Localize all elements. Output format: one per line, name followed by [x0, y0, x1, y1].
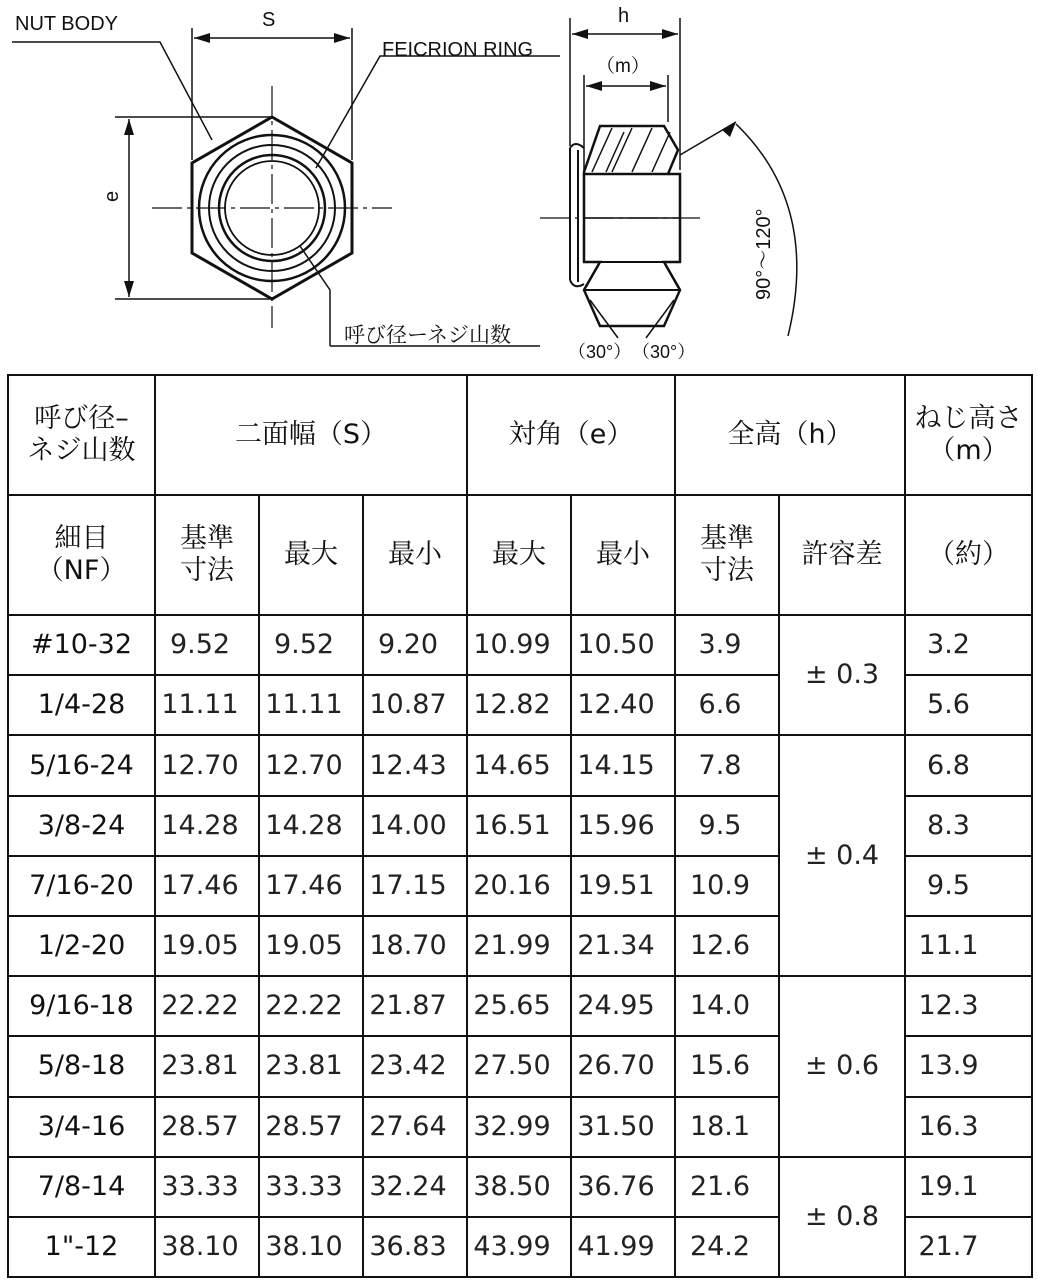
s-max-cell: 14.28: [259, 796, 363, 856]
s-standard-cell: 28.57: [155, 1097, 259, 1157]
s-min-cell: 17.15: [363, 856, 467, 916]
h-tolerance-header: 許容差: [779, 495, 905, 615]
e-max-cell: 32.99: [467, 1097, 571, 1157]
s-max-cell: 22.22: [259, 976, 363, 1036]
m-approx-cell: 8.3: [905, 796, 1032, 856]
s-max-cell: 12.70: [259, 735, 363, 795]
e-min-cell: 19.51: [571, 856, 675, 916]
s-standard-cell: 9.52: [155, 615, 259, 675]
s-standard-cell: 14.28: [155, 796, 259, 856]
angle-label: 90°～120°: [753, 208, 775, 300]
table-header-row: [8, 375, 1032, 495]
h-standard-cell: 3.9: [675, 615, 779, 675]
e-max-cell: 14.65: [467, 735, 571, 795]
e-min-header: 最小: [571, 495, 675, 615]
s-max-cell: 19.05: [259, 916, 363, 976]
e-min-cell: 36.76: [571, 1157, 675, 1217]
h-standard-header: 基準 寸法: [675, 495, 779, 615]
m-dimension: [584, 75, 668, 172]
e-min-cell: 26.70: [571, 1036, 675, 1096]
e-max-cell: 27.50: [467, 1036, 571, 1096]
s-max-cell: 9.52: [259, 615, 363, 675]
h-standard-cell: 21.6: [675, 1157, 779, 1217]
table-row: [8, 976, 1032, 1036]
h-standard-cell: 10.9: [675, 856, 779, 916]
total-height-header: 全高（h）: [675, 375, 905, 495]
s-max-cell: 28.57: [259, 1097, 363, 1157]
m-approx-cell: 19.1: [905, 1157, 1032, 1217]
s-standard-cell: 23.81: [155, 1036, 259, 1096]
h-standard-cell: 15.6: [675, 1036, 779, 1096]
nominal-size-cell: 5/16-24: [8, 735, 155, 795]
e-max-cell: 43.99: [467, 1217, 571, 1277]
s-min-cell: 21.87: [363, 976, 467, 1036]
table-row: [8, 615, 1032, 675]
s-label: S: [262, 9, 276, 31]
nominal-size-cell: 1/2-20: [8, 916, 155, 976]
m-approx-cell: 3.2: [905, 615, 1032, 675]
h-standard-cell: 24.2: [675, 1217, 779, 1277]
e-max-cell: 16.51: [467, 796, 571, 856]
s-standard-cell: 17.46: [155, 856, 259, 916]
thread-height-header: ねじ高さ （m）: [905, 375, 1032, 495]
h-tolerance-cell: ± 0.6: [779, 976, 905, 1157]
nominal-size-cell: 3/8-24: [8, 796, 155, 856]
m-label: （m）: [596, 56, 650, 77]
m-approx-cell: 11.1: [905, 916, 1032, 976]
h-standard-cell: 12.6: [675, 916, 779, 976]
hex-front-view: [152, 86, 392, 328]
table-row: [8, 735, 1032, 795]
h-tolerance-cell: ± 0.3: [779, 615, 905, 735]
h-standard-cell: 18.1: [675, 1097, 779, 1157]
nominal-size-label: 呼び径ーネジ山数: [344, 324, 511, 347]
nominal-size-cell: 9/16-18: [8, 976, 155, 1036]
nominal-size-cell: 5/8-18: [8, 1036, 155, 1096]
m-approx-cell: 9.5: [905, 856, 1032, 916]
s-standard-header: 基準 寸法: [155, 495, 259, 615]
s-min-cell: 18.70: [363, 916, 467, 976]
dimension-table: [7, 374, 1033, 1278]
e-max-cell: 20.16: [467, 856, 571, 916]
e-max-header: 最大: [467, 495, 571, 615]
s-standard-cell: 19.05: [155, 916, 259, 976]
fine-thread-header: 細目 （NF）: [8, 495, 155, 615]
s-standard-cell: 11.11: [155, 675, 259, 735]
s-max-cell: 38.10: [259, 1217, 363, 1277]
nominal-size-cell: 7/16-20: [8, 856, 155, 916]
e-min-cell: 21.34: [571, 916, 675, 976]
s-min-cell: 27.64: [363, 1097, 467, 1157]
width-across-flats-header: 二面幅（S）: [155, 375, 467, 495]
m-approx-cell: 13.9: [905, 1036, 1032, 1096]
nominal-size-cell: 1"-12: [8, 1217, 155, 1277]
m-approx-cell: 12.3: [905, 976, 1032, 1036]
s-min-cell: 14.00: [363, 796, 467, 856]
width-across-corners-header: 対角（e）: [467, 375, 675, 495]
e-min-cell: 15.96: [571, 796, 675, 856]
e-max-cell: 12.82: [467, 675, 571, 735]
e-max-cell: 10.99: [467, 615, 571, 675]
h-standard-cell: 7.8: [675, 735, 779, 795]
feicrion-ring-label: FEICRION RING: [382, 39, 534, 61]
h-label: h: [618, 5, 630, 27]
m-approx-cell: 21.7: [905, 1217, 1032, 1277]
s-min-cell: 9.20: [363, 615, 467, 675]
m-approx-cell: 5.6: [905, 675, 1032, 735]
nominal-size-cell: 3/4-16: [8, 1097, 155, 1157]
chamfer-leaders: [590, 300, 674, 338]
s-min-cell: 36.83: [363, 1217, 467, 1277]
table-row: [8, 1157, 1032, 1217]
s-min-cell: 23.42: [363, 1036, 467, 1096]
s-max-header: 最大: [259, 495, 363, 615]
nominal-size-cell: 7/8-14: [8, 1157, 155, 1217]
nut-technical-drawing: [0, 0, 1038, 372]
s-standard-cell: 38.10: [155, 1217, 259, 1277]
h-standard-cell: 14.0: [675, 976, 779, 1036]
nominal-size-cell: #10-32: [8, 615, 155, 675]
e-min-cell: 41.99: [571, 1217, 675, 1277]
s-standard-cell: 12.70: [155, 735, 259, 795]
e-min-cell: 31.50: [571, 1097, 675, 1157]
e-min-cell: 12.40: [571, 675, 675, 735]
angle-dimension: [680, 122, 797, 336]
s-standard-cell: 22.22: [155, 976, 259, 1036]
h-tolerance-cell: ± 0.4: [779, 735, 905, 976]
s-max-cell: 11.11: [259, 675, 363, 735]
s-min-cell: 32.24: [363, 1157, 467, 1217]
e-max-cell: 38.50: [467, 1157, 571, 1217]
e-max-cell: 25.65: [467, 976, 571, 1036]
e-min-cell: 14.15: [571, 735, 675, 795]
e-label: e: [101, 190, 123, 202]
s-max-cell: 33.33: [259, 1157, 363, 1217]
s-min-cell: 12.43: [363, 735, 467, 795]
chamfer-label-right: （30°）: [632, 342, 696, 362]
h-standard-cell: 9.5: [675, 796, 779, 856]
m-approx-cell: 16.3: [905, 1097, 1032, 1157]
nut-body-label: NUT BODY: [15, 13, 118, 35]
h-tolerance-cell: ± 0.8: [779, 1157, 905, 1277]
chamfer-label-left: （30°）: [568, 342, 632, 362]
e-min-cell: 10.50: [571, 615, 675, 675]
s-min-header: 最小: [363, 495, 467, 615]
s-min-cell: 10.87: [363, 675, 467, 735]
leader-lines: [12, 42, 560, 346]
e-max-cell: 21.99: [467, 916, 571, 976]
m-approx-header: （約）: [905, 495, 1032, 615]
nominal-size-header: 呼び径– ネジ山数: [8, 375, 155, 495]
s-standard-cell: 33.33: [155, 1157, 259, 1217]
nominal-size-cell: 1/4-28: [8, 675, 155, 735]
m-approx-cell: 6.8: [905, 735, 1032, 795]
e-min-cell: 24.95: [571, 976, 675, 1036]
s-max-cell: 23.81: [259, 1036, 363, 1096]
h-standard-cell: 6.6: [675, 675, 779, 735]
table-subheader-row: [8, 495, 1032, 615]
s-max-cell: 17.46: [259, 856, 363, 916]
hex-side-view: [540, 126, 700, 326]
